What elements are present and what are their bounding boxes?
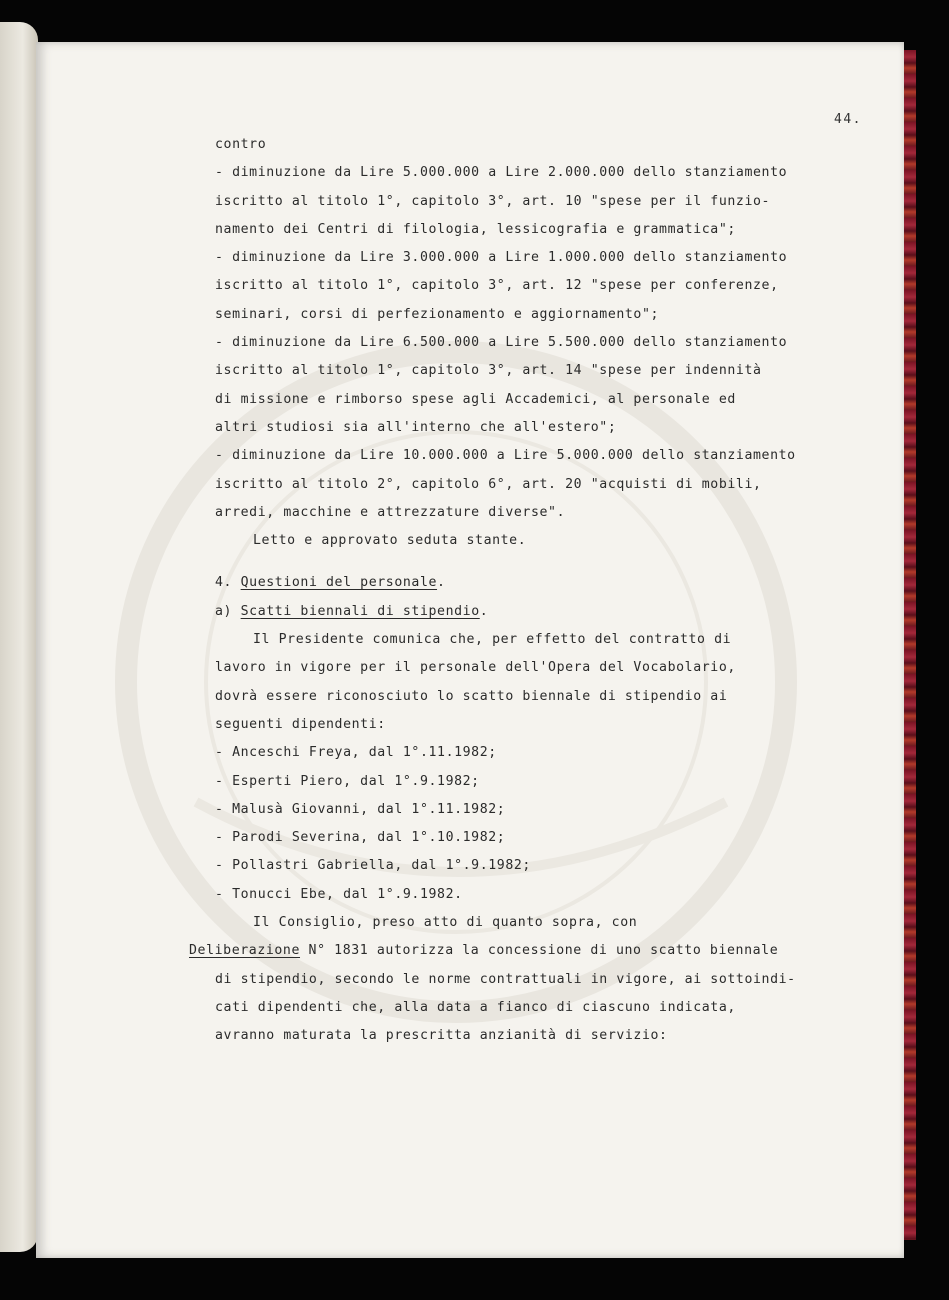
text-line: lavoro in vigore per il personale dell'Opera del Vocabolario, <box>215 660 736 676</box>
text-line: seminari, corsi di perfezionamento e aggiornamento"; <box>215 306 660 322</box>
subsection-heading <box>215 598 855 626</box>
page-number: 44. <box>834 112 862 127</box>
text-line: Il Consiglio, preso atto di quanto sopra, con <box>253 915 638 931</box>
text-line: seguenti dipendenti: <box>215 716 386 732</box>
deliberation-label: Deliberazione <box>189 943 301 959</box>
text-line: iscritto al titolo 2°, capitolo 6°, art. 20 "acquisti di mobili, <box>215 476 762 492</box>
subsection-title: Scatti biennali di stipendio <box>240 603 480 619</box>
text-line: cati dipendenti che, alla data a fianco di ciascuno indicata, <box>215 999 736 1015</box>
text-line: arredi, macchine e attrezzature diverse". <box>215 504 566 520</box>
subsection-period: . <box>479 603 489 619</box>
document-body <box>189 131 855 1051</box>
text-line: Letto e approvato seduta stante. <box>253 533 527 549</box>
text-line: iscritto al titolo 1°, capitolo 3°, art. 10 "spese per il funzio- <box>215 193 771 209</box>
text-line: namento dei Centri di filologia, lessicografia e grammatica"; <box>215 221 736 237</box>
section-heading <box>215 569 855 597</box>
employee-item: - Esperti Piero, dal 1°.9.1982; <box>215 773 480 789</box>
text-line: iscritto al titolo 1°, capitolo 3°, art. 14 "spese per indennità <box>215 363 762 379</box>
text-line: - diminuzione da Lire 5.000.000 a Lire 2.000.000 dello stanziamento <box>215 165 788 181</box>
employee-item: - Parodi Severina, dal 1°.10.1982; <box>215 830 506 846</box>
text-line: di missione e rimborso spese agli Accademici, al personale ed <box>215 391 736 407</box>
text-line: dovrà essere riconosciuto lo scatto biennale di stipendio ai <box>215 688 728 704</box>
employee-item: - Malusà Giovanni, dal 1°.11.1982; <box>215 801 506 817</box>
text-line: Il Presidente comunica che, per effetto del contratto di <box>253 632 732 648</box>
deliberation-text: N° 1831 autorizza la concessione di uno scatto biennale <box>300 943 779 959</box>
employee-item: - Anceschi Freya, dal 1°.11.1982; <box>215 745 497 761</box>
text-line: - diminuzione da Lire 6.500.000 a Lire 5.500.000 dello stanziamento <box>215 335 788 351</box>
text-line: di stipendio, secondo le norme contrattuali in vigore, ai sottoindi- <box>215 971 796 987</box>
employee-item: - Pollastri Gabriella, dal 1°.9.1982; <box>215 858 531 874</box>
text-line: - diminuzione da Lire 10.000.000 a Lire 5.000.000 dello stanziamento <box>215 448 796 464</box>
section-title: Questioni del personale <box>240 575 438 591</box>
text-line: iscritto al titolo 1°, capitolo 3°, art. 12 "spese per conferenze, <box>215 278 779 294</box>
text-line: avranno maturata la prescritta anzianità di servizio: <box>215 1028 668 1044</box>
text-line: altri studiosi sia all'interno che all'estero"; <box>215 419 617 435</box>
text-line: - diminuzione da Lire 3.000.000 a Lire 1.000.000 dello stanziamento <box>215 250 788 266</box>
deliberation-line <box>189 937 855 965</box>
previous-page-edge <box>0 22 38 1252</box>
employee-item: - Tonucci Ebe, dal 1°.9.1982. <box>215 886 463 902</box>
section-period: . <box>437 575 446 591</box>
subsection-label: a) <box>215 603 241 619</box>
text-line: contro <box>215 137 267 152</box>
section-number: 4. <box>215 575 241 591</box>
